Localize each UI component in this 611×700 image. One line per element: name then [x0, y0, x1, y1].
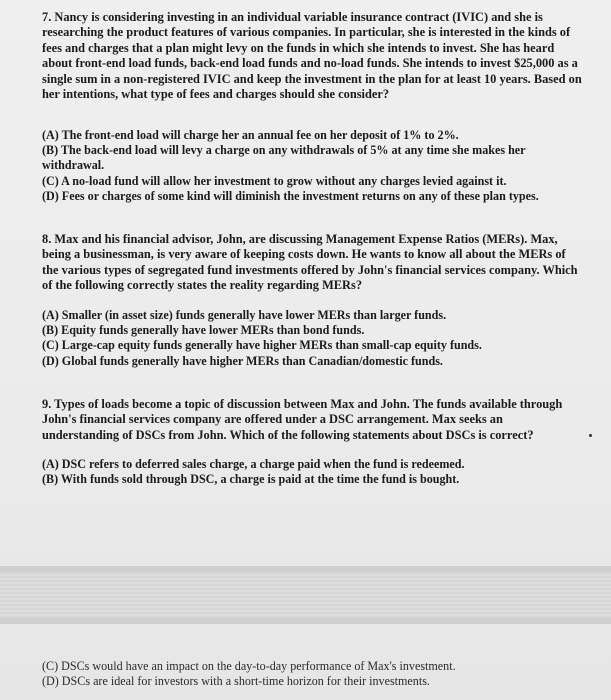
option-9a: (A) DSC refers to deferred sales charge, a charge paid when the fund is redeemed. — [42, 457, 465, 471]
question-9 — [42, 397, 582, 443]
option-7d: (D) Fees or charges of some kind will diminish the investment returns on any of these plan types. — [42, 188, 539, 203]
option-8a: (A) Smaller (in asset size) funds generally have lower MERs than larger funds. — [42, 308, 447, 322]
option-7b: (B) The back-end load will levy a charge on any withdrawals of 5% at any time she makes her withdrawal. — [42, 143, 526, 173]
option-9b: (B) With funds sold through DSC, a charge is paid at the time the fund is bought. — [42, 472, 460, 487]
question-8-options — [42, 308, 582, 369]
question-7-text: 7. Nancy is considering investing in an individual variable insurance contract (IVIC) and she is researching the product features of various companies. In particular, she is interested in the kinds of fees and charges that a plan might levy on the funds in which she intends to invest. She has heard about front-end load funds, back-end load funds and no-load funds. She intends to invest $25,000 as a single sum in a non-registered IVIC and keep the investment in the plan for at least 10 years. Based on her intentions, what type of fees and charges should she consider? — [42, 10, 582, 102]
option-8b: (B) Equity funds generally have lower MERs than bond funds. — [42, 323, 365, 338]
option-8d: (D) Global funds generally have higher MERs than Canadian/domestic funds. — [42, 353, 443, 368]
question-7 — [42, 10, 582, 102]
question-8 — [42, 232, 582, 294]
stray-mark — [589, 434, 592, 437]
option-7a: (A) The front-end load will charge her an annual fee on her deposit of 1% to 2%. — [42, 128, 459, 142]
option-9d: (D) DSCs are ideal for investors with a short-time horizon for their investments. — [42, 674, 430, 689]
question-9-options-top — [42, 457, 582, 487]
option-8c: (C) Large-cap equity funds generally have higher MERs than small-cap equity funds. — [42, 338, 482, 353]
page-break-band — [0, 566, 611, 624]
option-7c: (C) A no-load fund will allow her investment to grow without any charges levied against it. — [42, 173, 507, 188]
question-9-text: 9. Types of loads become a topic of discussion between Max and John. The funds available through John's financial services company are offered under a DSC arrangement. Max seeks an understanding of DSCs from John. Which of the following statements about DSCs is correct? — [42, 397, 563, 442]
option-9c: (C) DSCs would have an impact on the day-to-day performance of Max's investment. — [42, 659, 456, 673]
question-7-options — [42, 128, 582, 204]
question-8-text: 8. Max and his financial advisor, John, are discussing Management Expense Ratios (MERs). Max, being a businessman, is very aware of keeping costs down. He wants to know all about the MERs of the various types of segregated fund investments offered by John's financial services company. Which of the following correctly states the reality regarding MERs? — [42, 232, 578, 293]
question-9-options-bottom — [42, 659, 582, 689]
